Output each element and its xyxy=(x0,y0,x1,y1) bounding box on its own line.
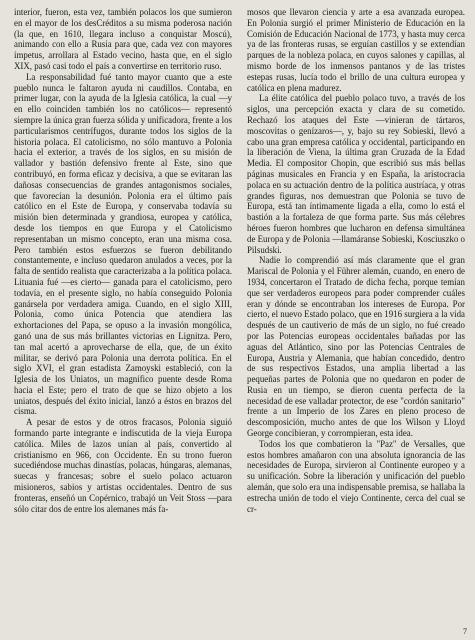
left-column xyxy=(14,7,232,633)
two-column-text xyxy=(14,7,465,633)
paragraph: Nadie lo comprendió así más claramente que el gran Mariscal de Polonia y el Führer alemán, cuando, en enero de 1934, concertaron el Tratado de dicha fecha, porque temían que ser verdaderos europeos para poder comprender cuáles eran y dónde se encontraban los intereses de Europa. Por cierto, el nuevo Estado polaco, que en 1916 surgiera a la vida después de un cautiverio de más de un siglo, no fué creado por las Potencias europeas occidentales bañadas por las aguas del Atlántico, sino por las Potencias Centrales de Europa, Austria y Alemania, que habían concedido, dentro de sus respectivos Estados, una amplia libertad a las pequeñas partes de Polonia que no quedaron en poder de Rusia en un tiempo, se dieron cuenta perfecta de la necesidad de ese valladar protector, de ese "cordón sanitario" frente a un Imperio de los Zares en pleno proceso de descomposición, mucho antes de que los Wilson y Lloyd George concibieran, y corrompieran, esta idea. xyxy=(247,255,465,439)
paragraph: mosos que llevaron ciencia y arte a esa avanzada europea. En Polonia surgió el primer Ministerio de Educación en la Comisión de Educación Nacional de 1773, y hasta muy cerca ya de las fronteras rusas, se erguían castillos y se extendían parques de la nobleza polaca, en cuyos salones y capillas, al mismo borde de los inmensos pantanos y de las tristes estepas rusas, lucía todo el brillo de una cultura europea y católica en plena madurez. xyxy=(247,7,465,93)
right-column xyxy=(247,7,465,633)
page-number: 7 xyxy=(463,627,467,636)
paragraph: La élite católica del pueblo polaco tuvo, a través de los siglos, una percepción exacta y clara de su cometido. Rechazó los ataques del Este —vinieran de tártaros, moscovitas o genízaros—, y, bajo su rey Sobieski, llevó a cabo una gran empresa católica y occidental, participando en la liberación de Viena, la última gran Cruzada de la Edad Media. El compositor Chopin, que escribió sus más bellas páginas musicales en Francia y en España, la aristocracia polaca en su actuación dentro de la política austríaca, y otras grandes figuras, nos demuestran que Polonia se tuvo de Europa, está tan íntimamente ligada a ella, como lo está el bastión a la fortaleza de que forma parte. Sus más célebres héroes fueron hombres que lucharon en defensa simultánea de Europa y de Polonia —llamáranse Sobieski, Kosciuszko o Pilsudski. xyxy=(247,93,465,255)
paragraph: A pesar de estos y de otros fracasos, Polonia siguió formando parte integrante e indiscutida de la vieja Europa católica. Miles de lazos unían al país, convertido al cristianismo en 966, con Occidente. En su trono fueron sucediéndose muchas dinastías, polacas, húngaras, alemanas, suecas y francesas; sobre el suelo polaco actuaron misioneros, sabios y artistas occidentales. Dentro de sus fronteras, enseñó un Copérnico, trabajó un Veit Stoss —para sólo citar dos de entre los alemanes más fa- xyxy=(14,417,232,514)
paragraph: interior, fueron, esta vez, también polacos los que sumieron en el mayor de los desCréditos a su misma poderosa nación (la que, en 1610, llegara incluso a conquistar Moscú), animando con ello a Rusia para que, cada vez con mayores ímpetus, arrollara al Estado vecino, hasta que, en el siglo XIX, pasó casi todo el país a convertirse en territorio ruso. xyxy=(14,7,232,71)
paragraph: Todos los que combatieron la "Paz" de Versalles, que estos hombres amañaron con una absoluta ignorancia de las necesidades de Europa, sirvieron al Continente europeo y a su unificación. Sobre la liberación y unificación del pueblo alemán, que solo era una indispensable premisa, se hallaba la estrecha unión de todo el viejo Continente, cerca del cual se cr- xyxy=(247,438,465,514)
paragraph: La responsabilidad fué tanto mayor cuanto que a este pueblo nunca le faltaron ayuda ni caudillos. Contaba, en primer lugar, con la ayuda de la Iglesia católica, la cual —y en ello coinciden también los no católicos— representó siempre la única gran fuerza sólida y unificadora, frente a los particularismos centrífugos, durante todos los siglos de la historia polaca. El catolicismo, no sólo mantuvo a Polonia hacia el exterior, a través de los siglos, en su misión de vallador y bastión defensivo frente al Este, sino que contribuyó, en forma eficaz y decisiva, a que se evitaran las dañosas consecuencias de grandes antagonismos sociales, que favorecían la desunión. Polonia era el último país católico en el Este de Europa, y conservaba todavía su misión bien determinada y grandiosa, europea y católica, desde los tiempos en que Europa y el Catolicismo representaban un mismo concepto, eran una misma cosa. Pero también estos esfuerzos se fueron debilitando constantemente, e incluso quedaron anulados a veces, por la falta de sentido realista que caracterizaba a la política polaca. Lituania fué —es cierto— ganada para el catolicismo, pero todavía, en el presente siglo, no había conseguido Polonia ganársela por verdadera amiga. Cuando, en el siglo XIII, Polonia, como única Potencia que atendiera las exhortaciones del Papa, se opuso a la invasión mongólica, ganó una de sus más brillantes victorias en Lignitza. Pero, tan mal acertó a aprovecharse de ella, que, de un éxito militar, se derivó para Polonia una derrota política. En el siglo XVI, el gran estadista Zamoyski estableció, con la Iglesia de los Uniatos, un magnífico puente desde Roma hacia el Este; pero el trato de que se hizo objeto a los uniatos, después del éxito inicial, lanzó a éstos en brazos del cisma. xyxy=(14,71,232,417)
